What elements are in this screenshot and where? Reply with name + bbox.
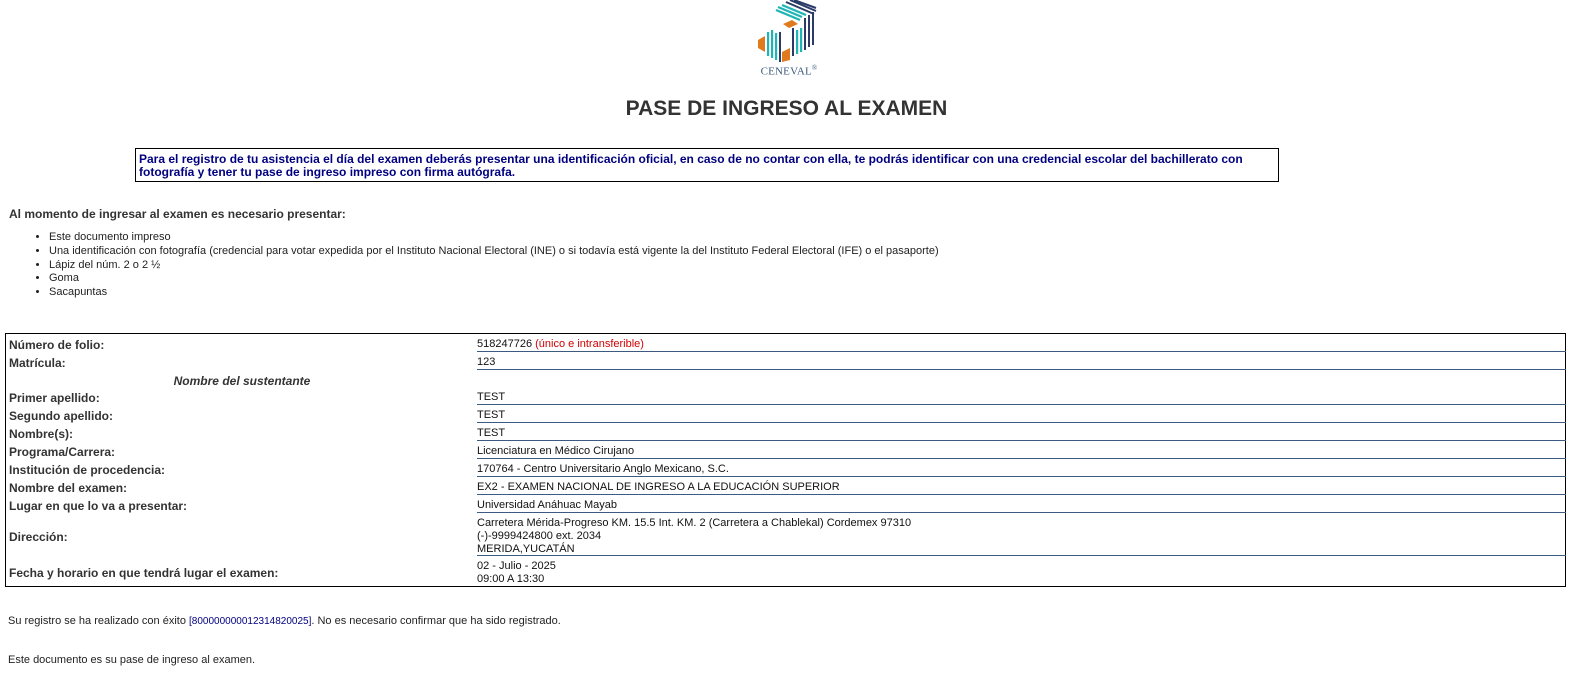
requirement-item: • Una identificación con fotografía (credencial para votar expedida por el Instituto Nacional Electoral (INE) o si todavía está vigente la del Instituto Federal Electoral (IFE) o el pasaporte) (49, 245, 939, 259)
matricula-label: Matrícula: (9, 356, 66, 370)
direccion-line-2: (-)-9999424800 ext. 2034 (477, 530, 602, 542)
fecha-value (477, 560, 1566, 586)
logo-wordmark: CENEVAL® (760, 64, 818, 78)
nombre-sustentante-heading: Nombre del sustentante (173, 374, 311, 388)
segundo-apellido-label: Segundo apellido: (9, 409, 113, 423)
examen-value: EX2 - EXAMEN NACIONAL DE INGRESO A LA EDUCACIÓN SUPERIOR (477, 481, 1566, 495)
registration-confirmation: Su registro se ha realizado con éxito [800000000012314820025]. No es necesario confirmar que ha sido registrado. (8, 615, 561, 627)
institucion-label: Institución de procedencia: (9, 463, 166, 477)
direccion-label: Dirección: (9, 530, 68, 544)
primer-apellido-value: TEST (477, 391, 1566, 405)
requirement-item: • Este documento impreso (49, 231, 939, 245)
requirement-item: • Sacapuntas (49, 286, 939, 300)
fecha-label: Fecha y horario en que tendrá lugar el examen: (9, 566, 279, 580)
programa-value: Licenciatura en Médico Cirujano (477, 445, 1566, 459)
requirement-item: • Goma (49, 272, 939, 286)
lugar-label: Lugar en que lo va a presentar: (9, 499, 188, 513)
lugar-value: Universidad Anáhuac Mayab (477, 499, 1566, 513)
institucion-value: 170764 - Centro Universitario Anglo Mexicano, S.C. (477, 463, 1566, 477)
registration-code: [800000000012314820025] (189, 616, 312, 627)
folio-label: Número de folio: (9, 338, 105, 352)
matricula-value: 123 (477, 356, 1566, 370)
programa-label: Programa/Carrera: (9, 445, 116, 459)
fecha-horario: 09:00 A 13:30 (477, 573, 545, 585)
folio-note: (único e intransferible) (535, 338, 644, 350)
segundo-apellido-value: TEST (477, 409, 1566, 423)
requirement-item: • Lápiz del núm. 2 o 2 ½ (49, 259, 939, 273)
ceneval-logo (756, 0, 822, 80)
identification-notice: Para el registro de tu asistencia el día del examen deberás presentar una identificación oficial, en caso de no contar con ella, te podrás identificar con una credencial escolar del bachillerato con fotografía y tener tu pase de ingreso impreso con firma autógrafa. (135, 148, 1279, 182)
primer-apellido-label: Primer apellido: (9, 391, 100, 405)
page-title: PASE DE INGRESO AL EXAMEN (625, 97, 948, 120)
registration-info-table (5, 333, 1566, 587)
direccion-line-3: MERIDA,YUCATÁN (477, 543, 575, 555)
direccion-line-1: Carretera Mérida-Progreso KM. 15.5 Int. KM. 2 (Carretera a Chablekal) Cordemex 97310 (477, 517, 912, 529)
nombres-label: Nombre(s): (9, 427, 74, 441)
examen-label: Nombre del examen: (9, 481, 128, 495)
direccion-value (477, 517, 1566, 556)
fecha-date: 02 - Julio - 2025 (477, 560, 556, 572)
nombres-value: TEST (477, 427, 1566, 441)
pass-statement: Este documento es su pase de ingreso al examen. (8, 654, 256, 666)
ceneval-cube-icon (756, 0, 822, 64)
requirements-heading: Al momento de ingresar al examen es necesario presentar: (9, 207, 346, 221)
folio-value: 518247726 (único e intransferible) (477, 338, 1566, 352)
requirements-list (9, 231, 939, 300)
